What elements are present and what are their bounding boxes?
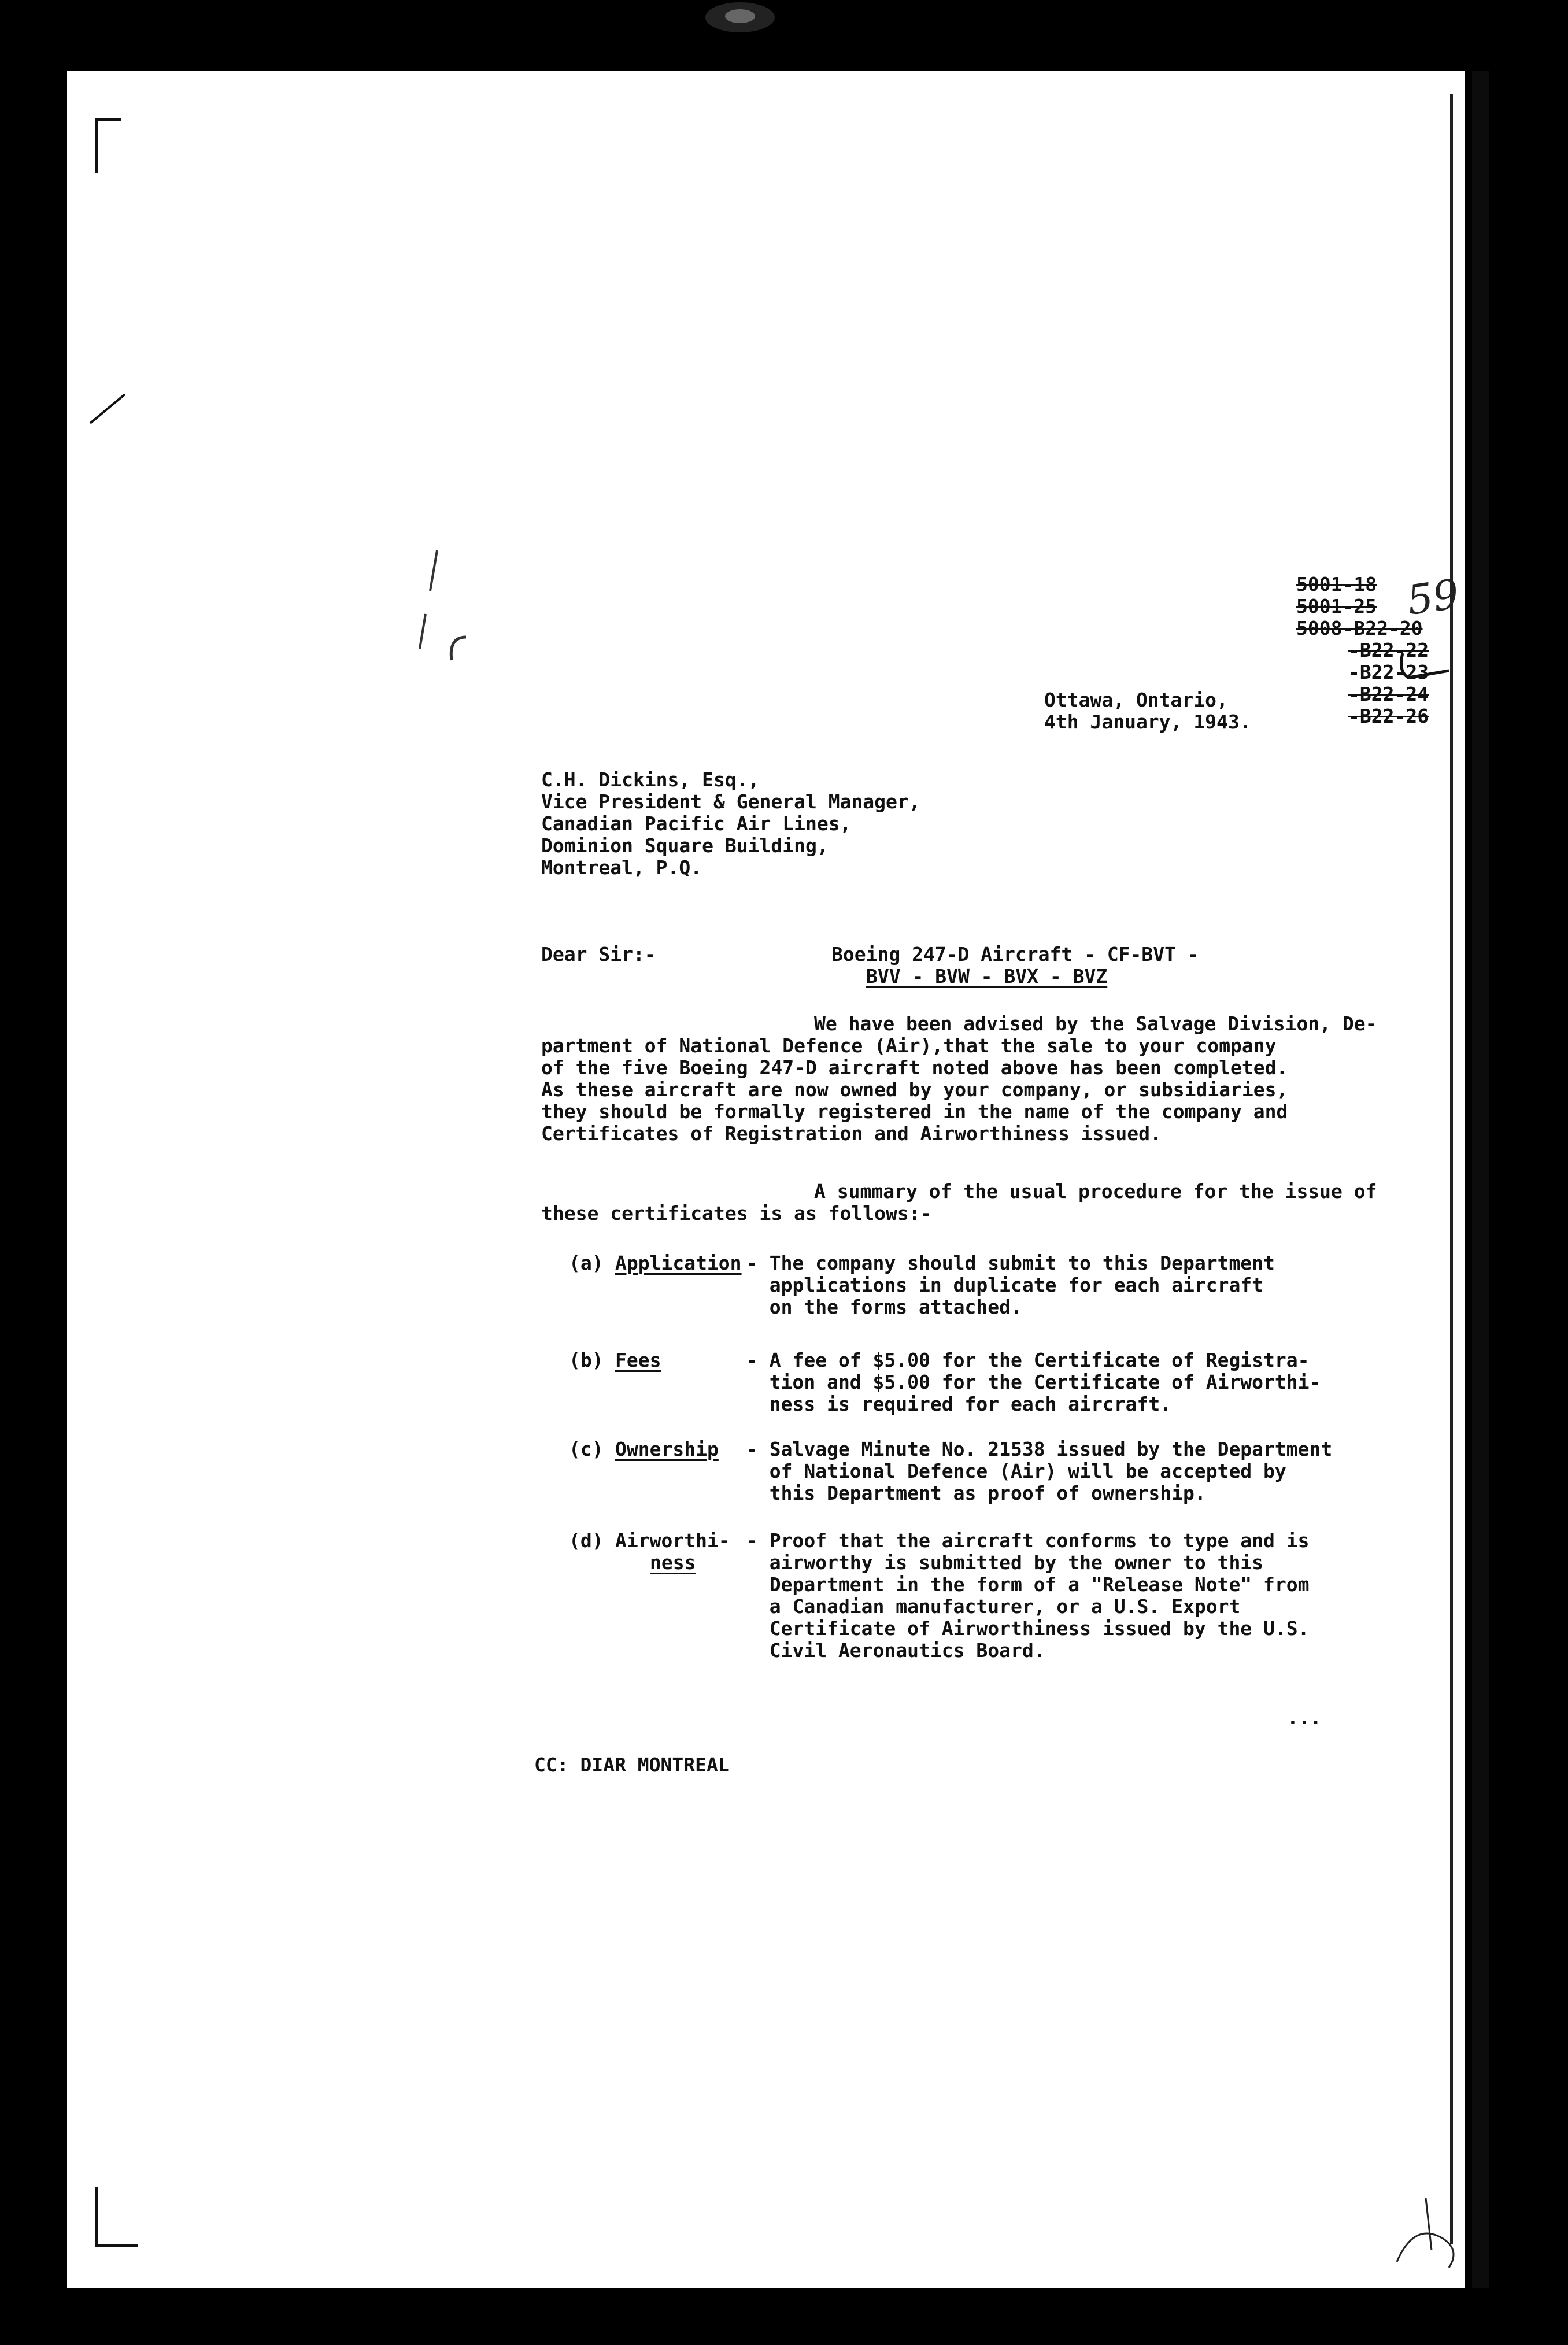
subject-block [831, 944, 1199, 987]
reference-number: 5001-18 [1296, 573, 1377, 596]
recipient-building: Dominion Square Building, [541, 834, 829, 857]
item-line: Civil Aeronautics Board. [746, 1639, 1045, 1662]
paragraph-2 [541, 1181, 1377, 1225]
paragraph-line: As these aircraft are now owned by your company, or subsidiaries, [541, 1078, 1288, 1101]
item-line: Department in the form of a "Release Note" from [746, 1573, 1310, 1596]
item-heading: Airworthi- [615, 1529, 730, 1552]
item-line: applications in duplicate for each aircraft [746, 1274, 1264, 1296]
stray-pen-mark [84, 360, 177, 429]
reference-number: -B22-22 [1348, 639, 1429, 661]
recipient-address [541, 769, 920, 879]
date-block [1044, 689, 1251, 733]
item-letter: (d) [569, 1529, 604, 1552]
carbon-copy-line: CC: DIAR MONTREAL [534, 1754, 730, 1776]
item-letter: (c) [569, 1438, 604, 1460]
paragraph-1 [541, 1013, 1377, 1145]
reference-number: 5001-25 [1296, 595, 1377, 617]
stray-comma-mark [414, 545, 483, 683]
item-line: on the forms attached. [746, 1296, 1022, 1318]
continuation-dots: ... [1287, 1706, 1322, 1729]
item-line: a Canadian manufacturer, or a U.S. Export [746, 1595, 1241, 1618]
item-line: of National Defence (Air) will be accepted by [746, 1460, 1286, 1482]
item-line: - A fee of $5.00 for the Certificate of Registra- [746, 1349, 1310, 1371]
item-letter: (b) [569, 1349, 604, 1371]
recipient-city: Montreal, P.Q. [541, 856, 702, 879]
reference-number: -B22-24 [1348, 683, 1429, 705]
item-body [746, 1252, 1275, 1318]
item-line: this Department as proof of ownership. [746, 1482, 1206, 1504]
scan-edge-right-line [1450, 94, 1453, 2244]
recipient-title: Vice President & General Manager, [541, 790, 920, 813]
recipient-company: Canadian Pacific Air Lines, [541, 812, 852, 835]
crop-mark-top-left [95, 118, 121, 173]
scan-edge-right [1472, 71, 1489, 2288]
item-line: - Proof that the aircraft conforms to type and is [746, 1529, 1310, 1552]
paragraph-line: Certificates of Registration and Airworthiness issued. [541, 1122, 1162, 1145]
reference-number: 5008-B22-20 [1296, 617, 1423, 639]
date-line: 4th January, 1943. [1044, 711, 1251, 733]
item-line: tion and $5.00 for the Certificate of Airworthi- [746, 1371, 1321, 1393]
item-heading-continued: ness [650, 1551, 696, 1574]
reference-number: -B22-26 [1348, 705, 1429, 727]
paragraph-line: of the five Boeing 247-D aircraft noted above has been completed. [541, 1056, 1288, 1079]
crop-mark-bottom-left [95, 2187, 138, 2247]
item-line: - The company should submit to this Department [746, 1252, 1275, 1274]
item-line: - Salvage Minute No. 21538 issued by the Department [746, 1438, 1333, 1460]
paragraph-line: We have been advised by the Salvage Division, De- [814, 1012, 1377, 1035]
corner-scribble [1391, 2187, 1472, 2273]
item-heading: Fees [615, 1349, 661, 1371]
salutation: Dear Sir:- [541, 943, 656, 966]
binding-hole-mark [694, 0, 786, 40]
document-page [67, 71, 1465, 2288]
paragraph-line: they should be formally registered in the name of the company and [541, 1100, 1288, 1123]
subject-line-2: BVV - BVW - BVX - BVZ [866, 965, 1108, 987]
recipient-name: C.H. Dickins, Esq., [541, 768, 760, 791]
handwritten-page-number: 59 [1404, 570, 1462, 624]
handwritten-tick-mark [1391, 649, 1455, 695]
item-line: ness is required for each aircraft. [746, 1393, 1172, 1415]
item-letter: (a) [569, 1252, 604, 1274]
paragraph-line: A summary of the usual procedure for the issue of [814, 1180, 1377, 1203]
item-line: airworthy is submitted by the owner to this [746, 1551, 1264, 1574]
item-heading: Application [615, 1252, 742, 1274]
place-line: Ottawa, Ontario, [1044, 689, 1228, 711]
reference-number: -B22-23 [1348, 661, 1429, 683]
paragraph-line: partment of National Defence (Air),that the sale to your company [541, 1034, 1277, 1057]
item-body [746, 1349, 1321, 1415]
item-heading: Ownership [615, 1438, 719, 1460]
subject-line-1: Boeing 247-D Aircraft - CF-BVT - [831, 943, 1199, 966]
item-line: Certificate of Airworthiness issued by the U.S. [746, 1617, 1310, 1640]
paragraph-line: these certificates is as follows:- [541, 1202, 932, 1225]
item-body [746, 1530, 1310, 1662]
item-body [746, 1438, 1332, 1504]
